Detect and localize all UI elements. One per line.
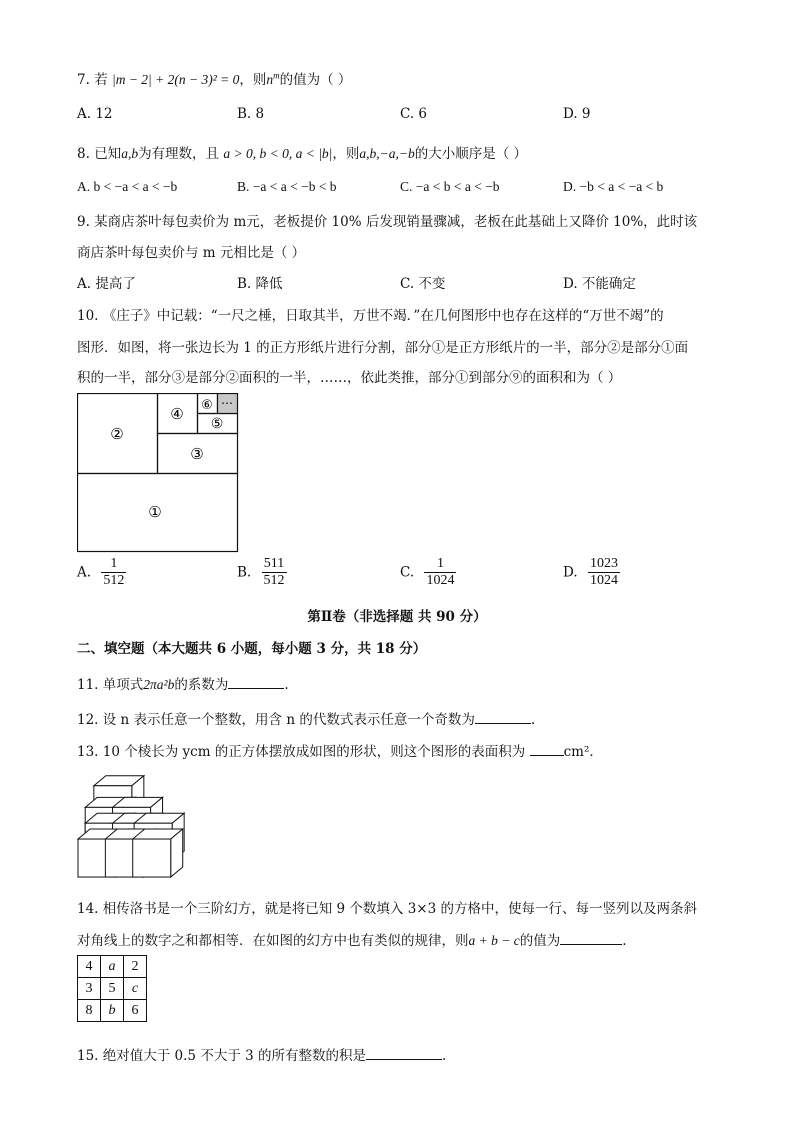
q10-option-d-numerator: 1023 (589, 556, 618, 571)
magic-row-1 (78, 956, 147, 978)
q12-text: 12. 设 n 表示任意一个整数，用含 n 的代数式表示任意一个奇数为 (77, 712, 475, 728)
question-13 (77, 740, 603, 760)
label-1: ① (148, 503, 162, 521)
q10-option-b-denominator: 512 (263, 573, 285, 588)
q10-option-d-denominator: 1024 (589, 573, 618, 588)
q10-option-b-letter: B. (237, 564, 252, 581)
q7-option-c: C. 6 (400, 106, 428, 122)
q10-option-c (400, 556, 456, 589)
label-5: ⑤ (210, 416, 224, 432)
q8-option-c: C. −a < b < a < −b (400, 179, 500, 194)
q7-option-a: A. 12 (77, 106, 113, 122)
q8-tail: 的大小顺序是（ ） (414, 146, 528, 162)
magic-cell: 2 (124, 956, 147, 978)
q8-prefix: 已知 (94, 146, 122, 162)
q10-option-a-denominator: 512 (103, 573, 125, 588)
q8-option-b: B. −a < a < −b < b (237, 179, 337, 194)
q10-option-c-fraction (424, 556, 456, 589)
q13-text: 13. 10 个棱长为 ycm 的正方体摆放成如图的形状，则这个图形的表面积为 (77, 744, 526, 760)
magic-cell: a (101, 956, 124, 978)
q14-line-2-text: 对角线上的数字之和都相等．在如图的幻方中也有类似的规律，则 (77, 933, 469, 949)
q10-option-a-numerator: 1 (110, 556, 118, 571)
q8-then: ，则 (332, 146, 360, 162)
q11-prefix: 11. 单项式 (77, 677, 144, 693)
q10-option-a-letter: A. (77, 564, 92, 581)
q15-answer-blank[interactable] (366, 1046, 442, 1060)
magic-cell: 5 (101, 978, 124, 1000)
section-2-title: 二、填空题（本大题共 6 小题，每小题 3 分，共 18 分） (77, 641, 427, 657)
q15-end: . (441, 1048, 447, 1064)
cube-front-face (133, 839, 171, 877)
q12-answer-blank[interactable] (475, 710, 531, 724)
q8-variables: a,b (121, 146, 139, 161)
q8-number: 8. (77, 146, 90, 162)
q14-line-2 (77, 929, 627, 949)
cube-group (78, 776, 184, 877)
q9-option-d: D. 不能确定 (563, 276, 636, 292)
q7-option-b: B. 8 (237, 106, 265, 122)
magic-cell: 6 (124, 1000, 147, 1022)
q11-answer-blank[interactable] (228, 675, 284, 689)
question-8 (77, 142, 527, 162)
part-2-title: 第Ⅱ卷（非选择题 共 90 分） (307, 609, 487, 625)
q10-option-c-denominator: 1024 (426, 573, 455, 588)
q14-end: . (622, 933, 627, 949)
q12-end: . (530, 712, 536, 728)
q8-option-a: A. b < −a < a < −b (77, 179, 178, 194)
magic-row-2 (78, 978, 147, 1000)
q10-line-1: 10. 《庄子》中记载：“一尺之棰，日取其半，万世不竭．”在几何图形中也存在这样的“万世不竭”的 (77, 308, 664, 324)
label-3: ③ (190, 445, 204, 463)
q14-answer-blank[interactable] (560, 931, 622, 945)
magic-cell: 4 (78, 956, 101, 978)
q10-option-d-letter: D. (563, 564, 578, 581)
q7-expression: |m − 2| + 2(n − 3)² = 0 (111, 72, 240, 87)
cube-stack-figure (76, 766, 196, 888)
q9-option-b: B. 降低 (237, 276, 283, 292)
q10-line-2: 图形．如图，将一张边长为 1 的正方形纸片进行分割，部分①是正方形纸片的一半，部分②是部分①面 (77, 340, 689, 356)
q15-text: 15. 绝对值大于 0.5 不大于 3 的所有整数的积是 (77, 1048, 366, 1064)
magic-cell: b (101, 1000, 124, 1022)
q8-middle: 为有理数，且 (138, 146, 220, 162)
question-15 (77, 1044, 446, 1064)
q8-condition: a > 0, b < 0, a < |b| (223, 146, 333, 161)
magic-cell: c (124, 978, 147, 1000)
q8-set: a,b,−a,−b (359, 146, 415, 161)
square-division-figure (77, 393, 239, 553)
q9-line-2: 商店茶叶每包卖价与 m 元相比是（ ） (77, 245, 306, 261)
magic-square-grid (77, 955, 147, 1022)
q10-option-c-numerator: 1 (436, 556, 444, 571)
question-7 (77, 68, 351, 88)
q10-option-a-fraction (101, 556, 126, 589)
q7-tail: 的值为（ ） (279, 72, 352, 88)
q7-power-base: n (266, 72, 274, 87)
q11-expression: 2πa²b (143, 677, 175, 692)
q7-power-exponent: m (273, 70, 280, 81)
q14-tail: 的值为 (519, 933, 561, 949)
magic-row-3 (78, 1000, 147, 1022)
label-6: ⑥ (201, 398, 213, 413)
q10-option-c-letter: C. (400, 564, 415, 581)
q7-number: 7. (77, 72, 90, 88)
q13-unit: cm²． (563, 744, 603, 760)
question-12 (77, 708, 535, 728)
magic-cell: 3 (78, 978, 101, 1000)
q7-middle: ，则 (239, 72, 267, 88)
q10-option-b-fraction (262, 556, 287, 589)
q13-answer-blank[interactable] (530, 742, 564, 756)
label-ellipsis: ⋯ (221, 396, 233, 410)
q14-expression: a + b − c (468, 933, 520, 948)
q10-option-a (77, 556, 126, 589)
q11-end: . (284, 677, 289, 693)
label-4: ④ (170, 405, 184, 423)
q10-option-d (563, 556, 620, 589)
q10-option-b (237, 556, 287, 589)
cube (133, 829, 183, 877)
q11-tail: 的系数为 (174, 677, 229, 693)
label-2: ② (110, 425, 124, 443)
q10-option-b-numerator: 511 (263, 556, 285, 571)
q7-prefix: 若 (94, 72, 108, 88)
q10-option-d-fraction (588, 556, 620, 589)
q9-line-1: 9. 某商店茶叶每包卖价为 m元，老板提价 10% 后发现销量骤减，老板在此基础上又降价 10%，此时该 (77, 214, 698, 230)
q9-option-c: C. 不变 (400, 276, 446, 292)
magic-cell: 8 (78, 1000, 101, 1022)
q14-line-1: 14. 相传洛书是一个三阶幻方，就是将已知 9 个数填入 3×3 的方格中，使每一行、每一竖列以及两条斜 (77, 901, 698, 917)
q9-option-a: A. 提高了 (77, 276, 136, 292)
q10-line-3: 积的一半，部分③是部分②面积的一半，……，依此类推，部分①到部分⑨的面积和为（ ） (77, 370, 622, 386)
q8-option-d: D. −b < a < −a < b (563, 179, 664, 194)
question-11 (77, 673, 289, 693)
q7-option-d: D. 9 (563, 106, 591, 122)
